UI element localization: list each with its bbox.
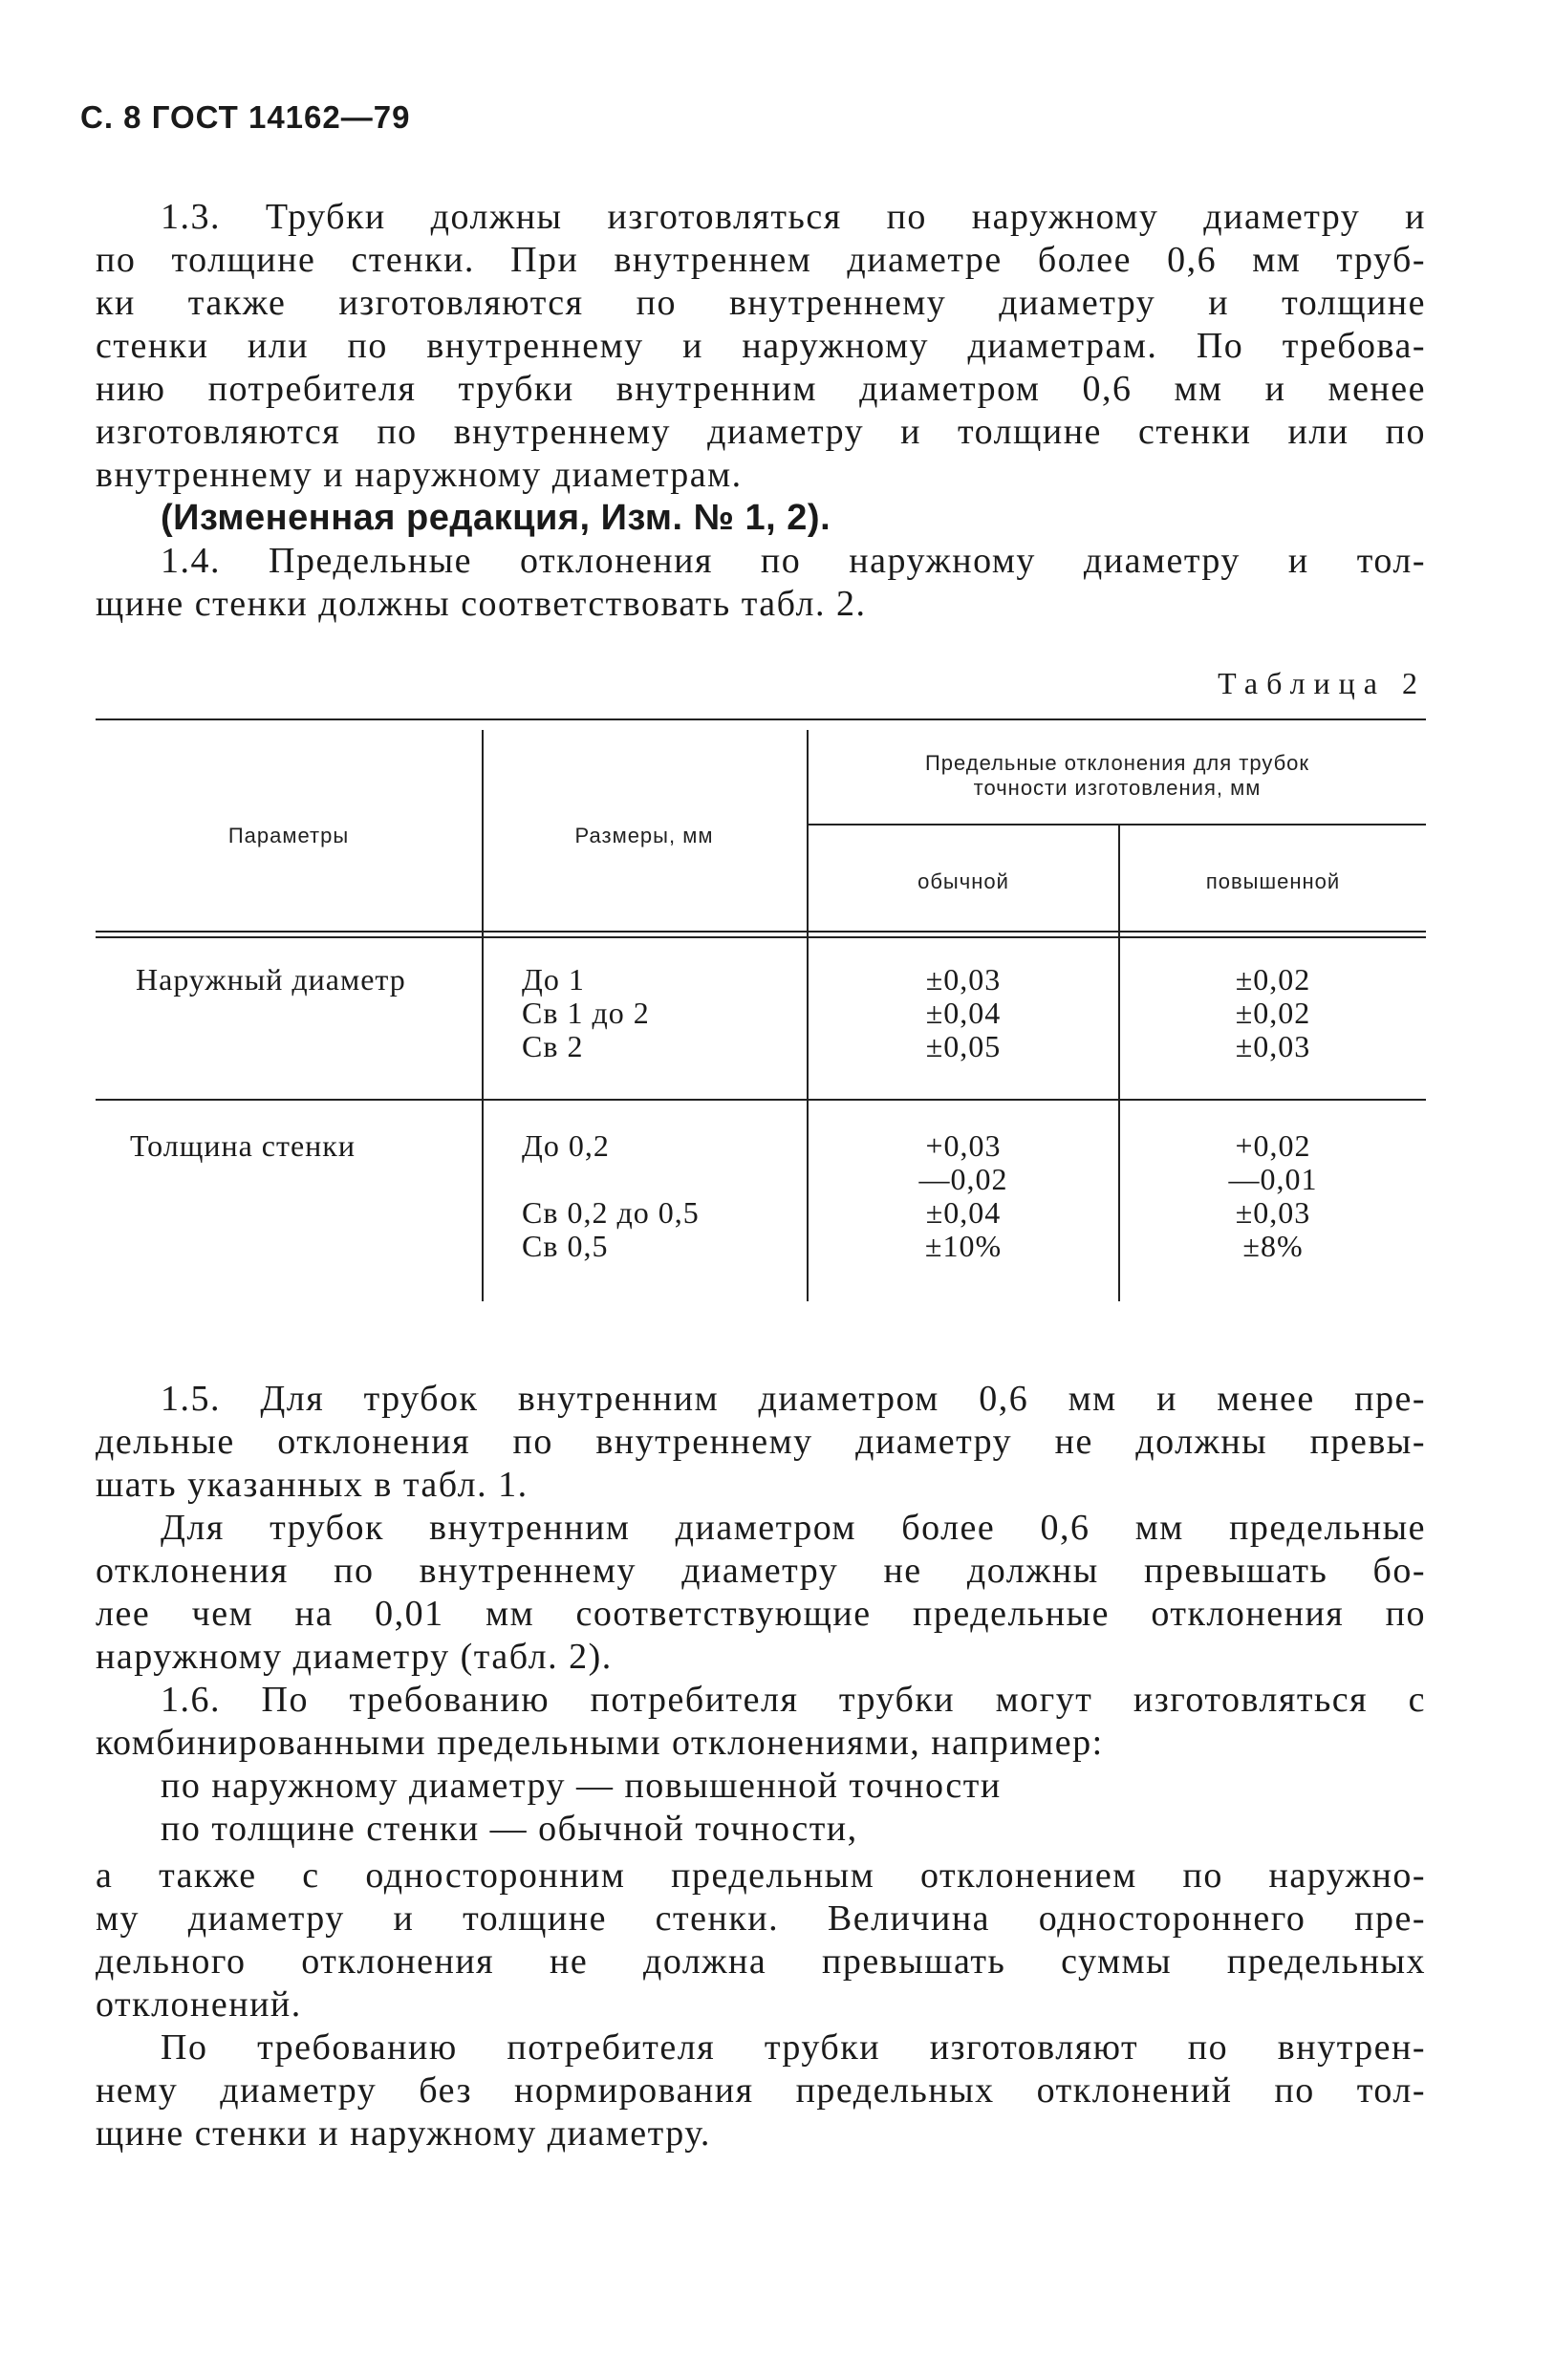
example-line: по толщине стенки — обычной точности, (161, 1809, 858, 1849)
text-line: комбинированными предельными отклонениями, например: (96, 1723, 1104, 1763)
normal-cell: ±0,05 (925, 1029, 1002, 1063)
header-deviations-line1: Предельные отклонения для трубок (924, 751, 1310, 775)
normal-cell: ±0,04 (925, 996, 1002, 1030)
size-cell: До 1 (522, 962, 585, 997)
increased-cell: ±0,02 (1235, 996, 1311, 1030)
size-cell: Св 2 (522, 1029, 584, 1063)
amendment-note: (Измененная редакция, Изм. № 1, 2). (161, 498, 831, 538)
text-line: 1.3. Трубки должны изготовляться по наружному диаметру и (161, 197, 1426, 237)
text-line: Для трубок внутренним диаметром более 0,6 мм предельные (161, 1508, 1426, 1548)
text-line: стенки или по внутреннему и наружному диаметрам. По требова- (96, 326, 1426, 366)
text-line: шать указанных в табл. 1. (96, 1465, 529, 1505)
text-line: По требованию потребителя трубки изготовляют по внутрен- (161, 2027, 1426, 2068)
paragraph-1-5 (96, 1378, 1426, 1679)
row-wall-thickness-param: Толщина стенки (130, 1128, 356, 1163)
normal-cell: ±10% (924, 1229, 1003, 1263)
paragraph-1-4 (96, 540, 1426, 626)
text-line: а также с односторонним предельным отклонением по наружно- (96, 1855, 1426, 1896)
header-bottom-rule-double (96, 936, 1426, 938)
page-header: С. 8 ГОСТ 14162—79 (80, 99, 411, 135)
increased-cell: —0,01 (1228, 1162, 1318, 1196)
text-line: лее чем на 0,01 мм соответствующие предельные отклонения по (96, 1594, 1426, 1634)
text-line: изготовляются по внутреннему диаметру и толщине стенки или по (96, 412, 1426, 452)
increased-cell: ±0,02 (1235, 962, 1311, 997)
row-divider-rule (96, 1099, 1426, 1101)
header-bottom-rule (96, 931, 1426, 933)
text-line: щине стенки и наружному диаметру. (96, 2113, 711, 2154)
text-line: нию потребителя трубки внутренним диаметром 0,6 мм и менее (96, 369, 1426, 409)
size-cell: Св 0,5 (522, 1229, 609, 1263)
text-line: 1.5. Для трубок внутренним диаметром 0,6 мм и менее пре- (161, 1379, 1426, 1419)
normal-cell: ±0,03 (925, 962, 1002, 997)
header-normal: обычной (917, 869, 1009, 893)
text-line: наружному диаметру (табл. 2). (96, 1637, 613, 1677)
normal-cell: —0,02 (918, 1162, 1008, 1196)
normal-cell: +0,03 (925, 1128, 1002, 1163)
paragraph-1-6 (96, 1679, 1426, 2155)
table-caption: Таблица 2 (1218, 666, 1426, 700)
deviations-table (96, 718, 1426, 1309)
text-line: 1.4. Предельные отклонения по наружному диаметру и тол- (161, 541, 1426, 581)
size-cell: До 0,2 (522, 1128, 610, 1163)
text-line: отклонения по внутреннему диаметру не должны превышать бо- (96, 1551, 1426, 1591)
row-outer-diameter-param: Наружный диаметр (136, 962, 406, 997)
header-increased: повышенной (1205, 869, 1341, 893)
increased-cell: ±0,03 (1235, 1029, 1311, 1063)
text-line: отклонений. (96, 1984, 302, 2025)
header-deviations-line2: точности изготовления, мм (973, 776, 1262, 800)
text-line: дельные отклонения по внутреннему диаметру не должны превы- (96, 1422, 1426, 1462)
size-cell: Св 1 до 2 (522, 996, 650, 1030)
paragraph-1-3 (96, 196, 1426, 540)
text-line: му диаметру и толщине стенки. Величина одностороннего пре- (96, 1898, 1426, 1939)
size-cell: Св 0,2 до 0,5 (522, 1195, 700, 1230)
text-line: по толщине стенки. При внутреннем диаметре более 0,6 мм труб- (96, 240, 1426, 280)
normal-cell: ±0,04 (925, 1195, 1002, 1230)
text-line: 1.6. По требованию потребителя трубки могут изготовляться с (161, 1680, 1426, 1720)
increased-cell: +0,02 (1235, 1128, 1311, 1163)
table-top-rule (96, 718, 1426, 720)
example-line: по наружному диаметру — повышенной точности (161, 1766, 1002, 1806)
text-line: внутреннему и наружному диаметрам. (96, 455, 743, 495)
increased-cell: ±0,03 (1235, 1195, 1311, 1230)
text-line: дельного отклонения не должна превышать суммы предельных (96, 1941, 1426, 1982)
increased-cell: ±8% (1242, 1229, 1304, 1263)
col-divider-sizes (482, 730, 484, 1301)
text-line: ки также изготовляются по внутреннему диаметру и толщине (96, 283, 1426, 323)
header-sizes: Размеры, мм (574, 824, 714, 847)
header-params: Параметры (227, 824, 350, 847)
text-line: щине стенки должны соответствовать табл. 2. (96, 584, 867, 624)
text-line: нему диаметру без нормирования предельных отклонений по тол- (96, 2070, 1426, 2111)
header-divider-rule (809, 824, 1426, 825)
